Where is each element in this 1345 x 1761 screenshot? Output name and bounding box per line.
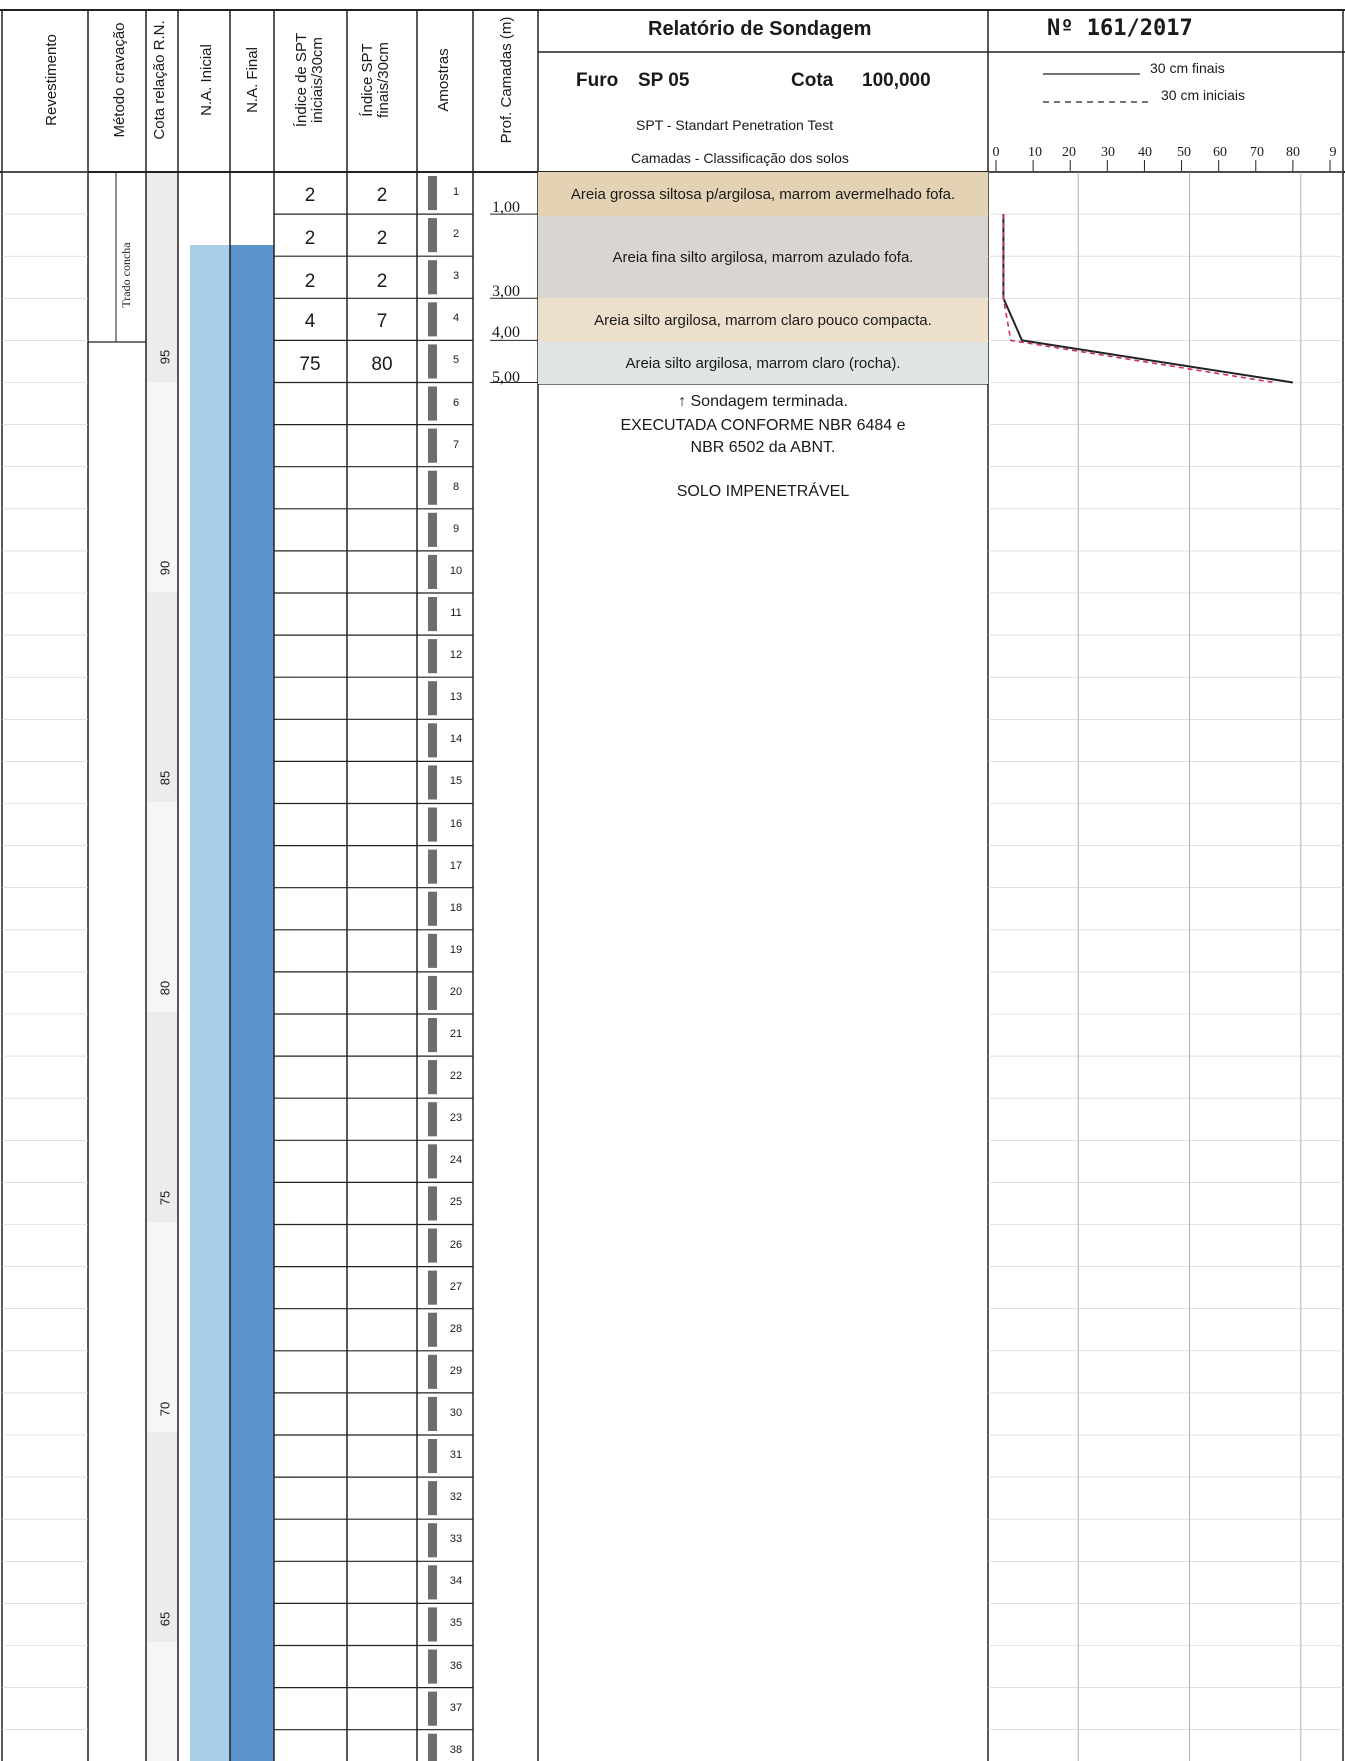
spt-final-value: 2	[376, 228, 388, 249]
spt-description: SPT - Standart Penetration Test	[636, 117, 834, 133]
sample-marker	[428, 387, 437, 421]
depth-label: 1,00	[492, 199, 520, 216]
spt-inicial-value: 4	[304, 311, 316, 332]
sample-marker	[428, 513, 437, 547]
header-metodo: Método cravação	[111, 22, 128, 138]
sample-number: 28	[449, 1322, 463, 1335]
sample-number: 16	[449, 817, 463, 830]
cota-band	[146, 1432, 178, 1642]
impenetravel-note: SOLO IMPENETRÁVEL	[676, 483, 850, 500]
axis-tick: 50	[1177, 145, 1191, 160]
cota-mark: 85	[157, 770, 173, 786]
legend-finais-label: 30 cm finais	[1150, 60, 1225, 76]
axis-tick: 60	[1213, 145, 1227, 160]
sample-number: 33	[449, 1533, 463, 1546]
sample-marker	[428, 681, 437, 715]
legend-iniciais-label: 30 cm iniciais	[1161, 87, 1246, 103]
sample-marker	[428, 1692, 437, 1726]
sample-number: 38	[449, 1743, 463, 1756]
sample-marker	[428, 1523, 437, 1557]
report-number: Nº 161/2017	[1047, 16, 1193, 41]
axis-tick: 30	[1101, 145, 1115, 160]
depth-label: 5,00	[492, 369, 520, 386]
sample-number: 11	[450, 607, 462, 619]
sample-marker	[428, 1650, 437, 1684]
sample-number: 30	[449, 1406, 463, 1419]
sample-marker	[428, 892, 437, 926]
depth-label: 3,00	[492, 283, 520, 300]
sample-number: 22	[449, 1070, 463, 1083]
sample-marker	[428, 429, 437, 463]
axis-tick: 80	[1286, 145, 1300, 160]
sample-marker	[428, 1018, 437, 1052]
spt-final-value: 2	[376, 185, 388, 206]
sample-number: 7	[452, 438, 460, 451]
sample-marker	[428, 934, 437, 968]
spt-final-value: 2	[376, 271, 388, 292]
sample-number: 3	[452, 270, 460, 283]
header-spt-iniciais: Índice de SPT iniciais/30cm	[293, 32, 326, 128]
sample-number: 14	[449, 733, 463, 746]
sample-number: 27	[449, 1280, 463, 1293]
spt-final-value: 80	[371, 354, 393, 375]
sample-number: 9	[452, 522, 460, 535]
na-inicial-bar	[190, 245, 230, 1761]
sample-number: 17	[449, 859, 463, 872]
sample-marker	[428, 976, 437, 1010]
spt-inicial-value: 2	[304, 271, 316, 292]
sample-number: 29	[449, 1364, 463, 1377]
header-spt-finais: Índice SPT finais/30cm	[359, 42, 392, 118]
sample-number: 37	[449, 1701, 463, 1714]
cota-mark: 90	[157, 560, 173, 576]
sample-number: 19	[449, 943, 463, 956]
sample-marker	[428, 723, 437, 757]
sample-number: 20	[449, 985, 463, 998]
na-final-bar	[230, 245, 274, 1761]
sample-number: 36	[449, 1659, 463, 1672]
sample-marker	[428, 1186, 437, 1220]
sample-number: 12	[449, 649, 463, 662]
sample-marker	[428, 1439, 437, 1473]
report-title: Relatório de Sondagem	[648, 18, 872, 40]
sample-marker	[428, 639, 437, 673]
header-revestimento: Revestimento	[43, 34, 60, 126]
sample-marker	[428, 1355, 437, 1389]
cota-mark: 70	[157, 1401, 173, 1417]
end-note: ↑ Sondagem terminada.	[678, 393, 848, 410]
soil-layer: Areia grossa siltosa p/argilosa, marrom avermelhado fofa.	[538, 172, 988, 216]
sample-number: 5	[452, 354, 460, 367]
sample-number: 15	[449, 775, 463, 788]
cota-mark: 80	[157, 980, 173, 996]
metodo-value: Trado concha	[119, 242, 133, 308]
sample-number: 25	[449, 1196, 463, 1209]
axis-tick: 70	[1250, 145, 1264, 160]
sample-number: 31	[449, 1449, 463, 1461]
axis-tick: 20	[1062, 145, 1076, 160]
header-na-inicial: N.A. Inicial	[198, 44, 215, 116]
sample-number: 21	[449, 1028, 463, 1040]
sample-marker	[428, 471, 437, 505]
sample-marker	[428, 1565, 437, 1599]
cota-mark: 75	[157, 1190, 173, 1206]
depth-label: 4,00	[492, 324, 520, 341]
cota-label: Cota	[791, 70, 834, 91]
sample-marker	[428, 302, 437, 336]
spt-inicial-value: 2	[304, 185, 316, 206]
header-cota: Cota relação R.N.	[151, 20, 168, 140]
cota-band	[146, 1642, 178, 1761]
sample-marker	[428, 218, 437, 252]
sample-marker	[428, 260, 437, 294]
sample-marker	[428, 1607, 437, 1641]
sample-number: 18	[449, 901, 463, 914]
sample-number: 34	[449, 1575, 463, 1588]
sample-marker	[428, 344, 437, 378]
spt-inicial-value: 75	[299, 354, 321, 375]
cota-value: 100,000	[862, 70, 931, 91]
header-amostras: Amostras	[435, 48, 452, 112]
furo-value: SP 05	[638, 70, 690, 91]
sample-marker	[428, 765, 437, 799]
axis-tick: 10	[1028, 145, 1042, 160]
furo-label: Furo	[576, 70, 619, 91]
axis-tick: 0	[992, 145, 1000, 160]
sample-marker	[428, 808, 437, 842]
sample-number: 8	[452, 480, 460, 493]
axis-tick: 40	[1138, 145, 1152, 160]
sample-marker	[428, 1313, 437, 1347]
spt-inicial-value: 2	[304, 228, 316, 249]
execution-note-1: EXECUTADA CONFORME NBR 6484 e	[620, 417, 906, 434]
sample-number: 2	[452, 228, 460, 241]
sample-marker	[428, 1271, 437, 1305]
sample-marker	[428, 1481, 437, 1515]
sample-number: 1	[452, 186, 460, 198]
sample-number: 13	[449, 691, 463, 704]
spt-final-value: 7	[376, 311, 388, 332]
sample-marker	[428, 597, 437, 631]
cota-mark: 65	[157, 1611, 173, 1627]
sample-number: 10	[449, 564, 463, 577]
sample-number: 6	[452, 396, 460, 409]
sample-marker	[428, 1144, 437, 1178]
sample-number: 24	[449, 1154, 463, 1167]
sample-marker	[428, 1060, 437, 1094]
sample-marker	[428, 850, 437, 884]
sample-number: 4	[452, 312, 460, 325]
sample-marker	[428, 1397, 437, 1431]
cota-band	[146, 1222, 178, 1432]
sample-marker	[428, 1229, 437, 1263]
sample-marker	[428, 1734, 437, 1761]
sample-number: 32	[449, 1491, 463, 1504]
sample-number: 23	[449, 1112, 463, 1125]
header-na-final: N.A. Final	[244, 47, 261, 113]
sample-marker	[428, 176, 437, 210]
execution-note-2: NBR 6502 da ABNT.	[690, 439, 836, 456]
header-prof-camadas: Prof. Camadas (m)	[498, 16, 515, 144]
camadas-description: Camadas - Classificação dos solos	[631, 150, 849, 166]
sample-marker	[428, 1102, 437, 1136]
cota-mark: 95	[157, 349, 173, 365]
soil-layer: Areia fina silto argilosa, marrom azulado fofa.	[538, 216, 988, 298]
axis-tick: 9	[1329, 145, 1337, 160]
soil-layer: Areia silto argilosa, marrom claro pouco compacta.	[538, 298, 988, 342]
soil-layer: Areia silto argilosa, marrom claro (rocha).	[538, 342, 988, 384]
sample-number: 35	[449, 1617, 463, 1630]
sample-number: 26	[449, 1238, 463, 1251]
sample-marker	[428, 555, 437, 589]
